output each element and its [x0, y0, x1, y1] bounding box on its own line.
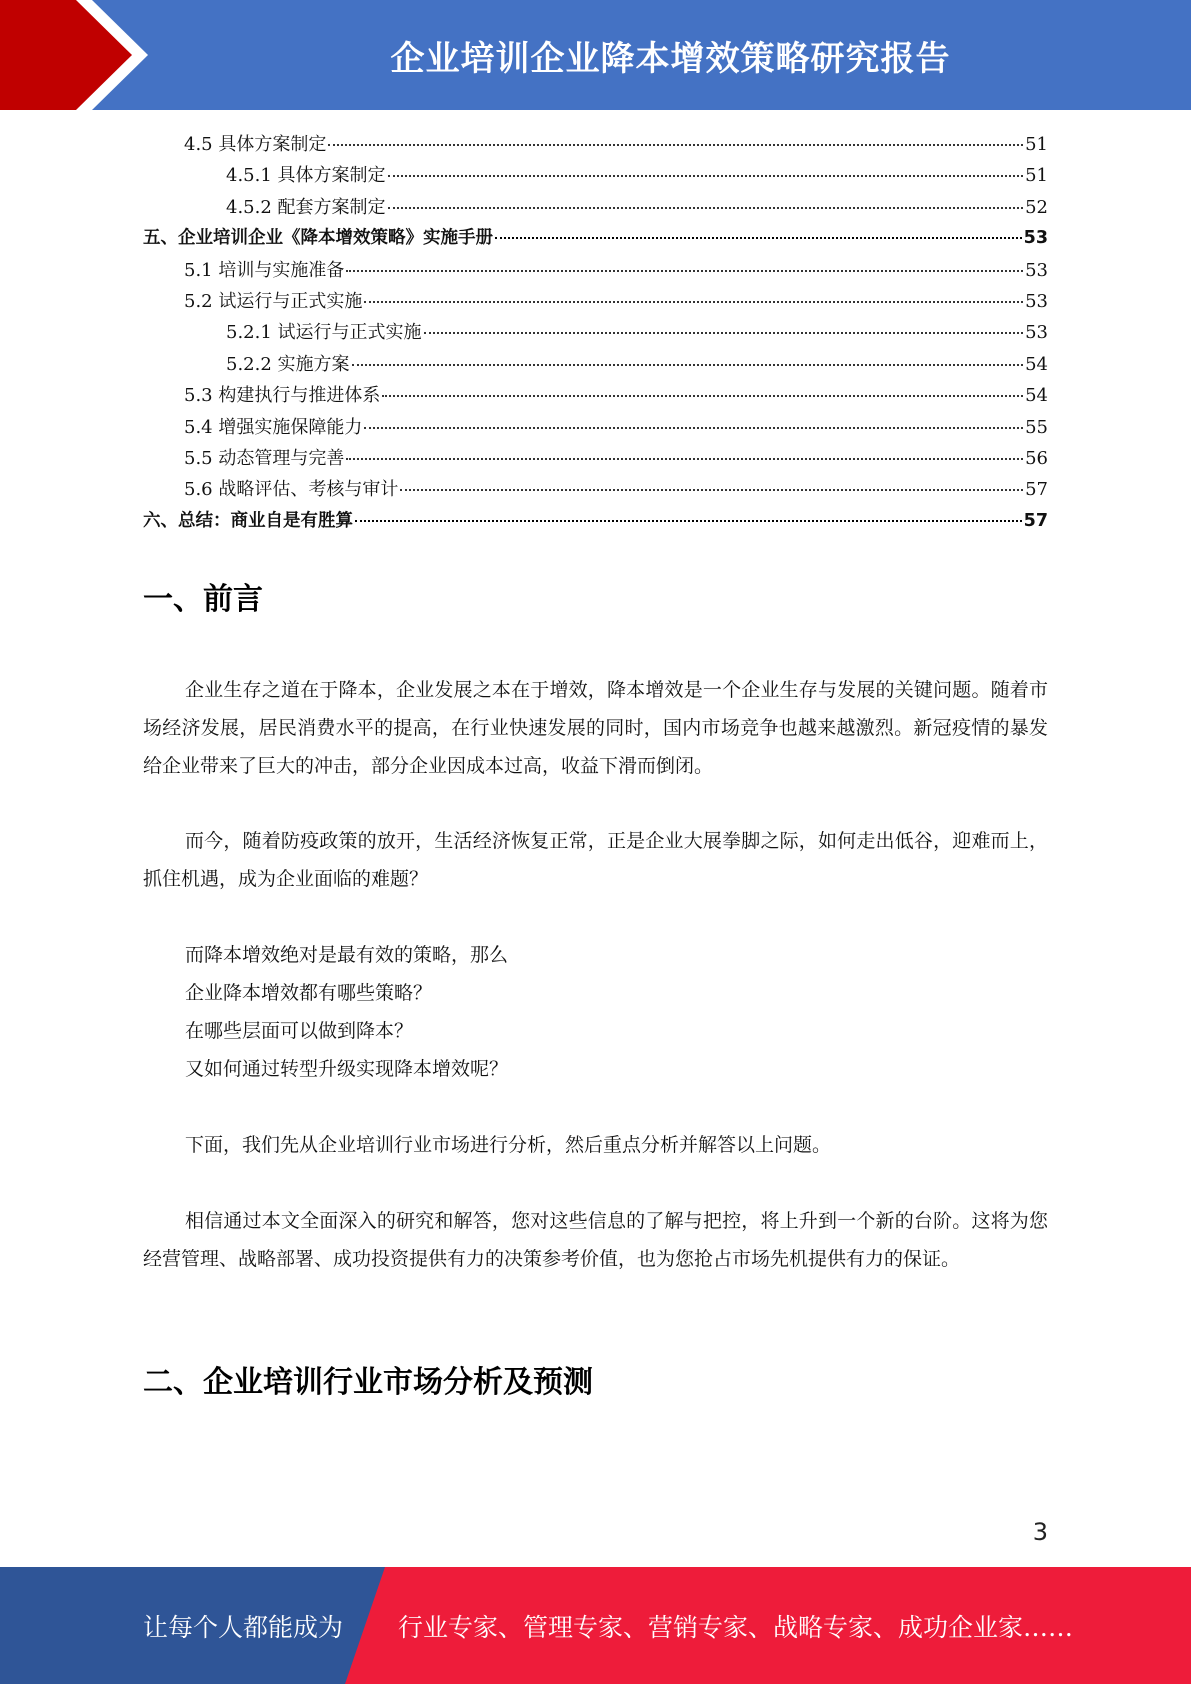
- header-title: 企业培训企业降本增效策略研究报告: [390, 38, 951, 79]
- toc-entry[interactable]: [143, 287, 1048, 318]
- toc-entry-title: 5.3 构建执行与推进体系: [184, 385, 381, 407]
- toc-entry-title: 4.5.1 具体方案制定: [226, 165, 386, 187]
- toc-entry-page: 57: [1023, 510, 1048, 531]
- toc-entry-title: 5.2.2 实施方案: [226, 353, 350, 375]
- toc-entry-page: 53: [1025, 322, 1048, 344]
- section-heading-preface: 一、前言: [143, 582, 263, 617]
- toc-entry[interactable]: [143, 350, 1048, 381]
- toc-entry[interactable]: [143, 224, 1048, 255]
- toc-entry[interactable]: [143, 130, 1048, 161]
- toc-leader-dots: [424, 332, 1024, 334]
- table-of-contents: [143, 130, 1048, 538]
- toc-entry-title: 六、总结：商业自是有胜算: [143, 510, 353, 531]
- toc-leader-dots: [388, 175, 1024, 177]
- page-footer: [0, 1567, 1191, 1684]
- toc-entry-page: 51: [1025, 134, 1048, 155]
- toc-entry-page: 54: [1025, 353, 1048, 375]
- page-number: 3: [1032, 1518, 1048, 1546]
- toc-entry-page: 53: [1025, 259, 1048, 281]
- toc-leader-dots: [346, 270, 1023, 272]
- toc-entry-title: 4.5.2 配套方案制定: [226, 196, 386, 218]
- toc-entry[interactable]: [143, 256, 1048, 287]
- toc-leader-dots: [388, 207, 1024, 209]
- toc-leader-dots: [352, 364, 1024, 366]
- question-line: 在哪些层面可以做到降本？: [185, 1020, 414, 1042]
- section-heading-market-analysis: 二、企业培训行业市场分析及预测: [143, 1365, 593, 1400]
- toc-entry[interactable]: [143, 193, 1048, 224]
- toc-leader-dots: [346, 458, 1023, 460]
- toc-entry[interactable]: [143, 444, 1048, 475]
- toc-entry[interactable]: [143, 161, 1048, 192]
- toc-entry-title: 五、企业培训企业《降本增效策略》实施手册: [143, 228, 493, 249]
- paragraph: 企业生存之道在于降本，企业发展之本在于增效，降本增效是一个企业生存与发展的关键问题。随着市场经济发展，居民消费水平的提高，在行业快速发展的同时，国内市场竞争也越来越激烈。新冠疫情的暴发给企业带来了巨大的冲击，部分企业因成本过高，收益下滑而倒闭。: [143, 679, 1048, 777]
- toc-entry[interactable]: [143, 413, 1048, 444]
- toc-leader-dots: [382, 395, 1023, 397]
- paragraph: 下面，我们先从企业培训行业市场进行分析，然后重点分析并解答以上问题。: [185, 1134, 832, 1156]
- toc-entry[interactable]: [143, 381, 1048, 412]
- header-chevron-decoration: [0, 0, 160, 110]
- footer-slogan-right: 行业专家、管理专家、营销专家、战略专家、成功企业家……: [398, 1612, 1074, 1642]
- question-line: 而降本增效绝对是最有效的策略，那么: [185, 944, 509, 966]
- toc-entry[interactable]: [143, 507, 1048, 538]
- toc-entry-title: 5.1 培训与实施准备: [184, 259, 345, 281]
- question-list: [185, 936, 508, 1088]
- toc-entry-page: 52: [1025, 196, 1048, 218]
- toc-entry[interactable]: [143, 318, 1048, 349]
- footer-slogan-left: 让每个人都能成为: [143, 1612, 344, 1642]
- question-line: 又如何通过转型升级实现降本增效呢？: [185, 1058, 509, 1080]
- paragraph: 相信通过本文全面深入的研究和解答，您对这些信息的了解与把控，将上升到一个新的台阶。这将为您经营管理、战略部署、成功投资提供有力的决策参考价值，也为您抢占市场先机提供有力的保证。: [143, 1210, 1048, 1270]
- toc-leader-dots: [495, 237, 1022, 239]
- toc-entry-title: 4.5 具体方案制定: [184, 134, 327, 155]
- toc-entry-page: 55: [1025, 416, 1048, 438]
- toc-entry-page: 53: [1023, 228, 1048, 249]
- toc-leader-dots: [328, 144, 1023, 146]
- toc-entry-title: 5.2 试运行与正式实施: [184, 290, 363, 312]
- toc-entry-title: 5.5 动态管理与完善: [184, 447, 345, 469]
- toc-entry-title: 5.4 增强实施保障能力: [184, 416, 363, 438]
- toc-leader-dots: [355, 520, 1022, 522]
- paragraph: 而今，随着防疫政策的放开，生活经济恢复正常，正是企业大展拳脚之际，如何走出低谷，迎难而上，抓住机遇，成为企业面临的难题？: [143, 830, 1048, 890]
- toc-entry-page: 54: [1025, 385, 1048, 407]
- toc-entry-page: 57: [1025, 479, 1048, 501]
- toc-entry[interactable]: [143, 475, 1048, 506]
- question-line: 企业降本增效都有哪些策略？: [185, 982, 433, 1004]
- toc-entry-page: 53: [1025, 290, 1048, 312]
- toc-leader-dots: [364, 427, 1023, 429]
- toc-entry-page: 51: [1025, 165, 1048, 187]
- toc-entry-page: 56: [1025, 447, 1048, 469]
- page-header: [0, 0, 1191, 110]
- toc-entry-title: 5.2.1 试运行与正式实施: [226, 322, 422, 344]
- toc-leader-dots: [400, 489, 1023, 491]
- toc-entry-title: 5.6 战略评估、考核与审计: [184, 479, 399, 501]
- toc-leader-dots: [364, 301, 1023, 303]
